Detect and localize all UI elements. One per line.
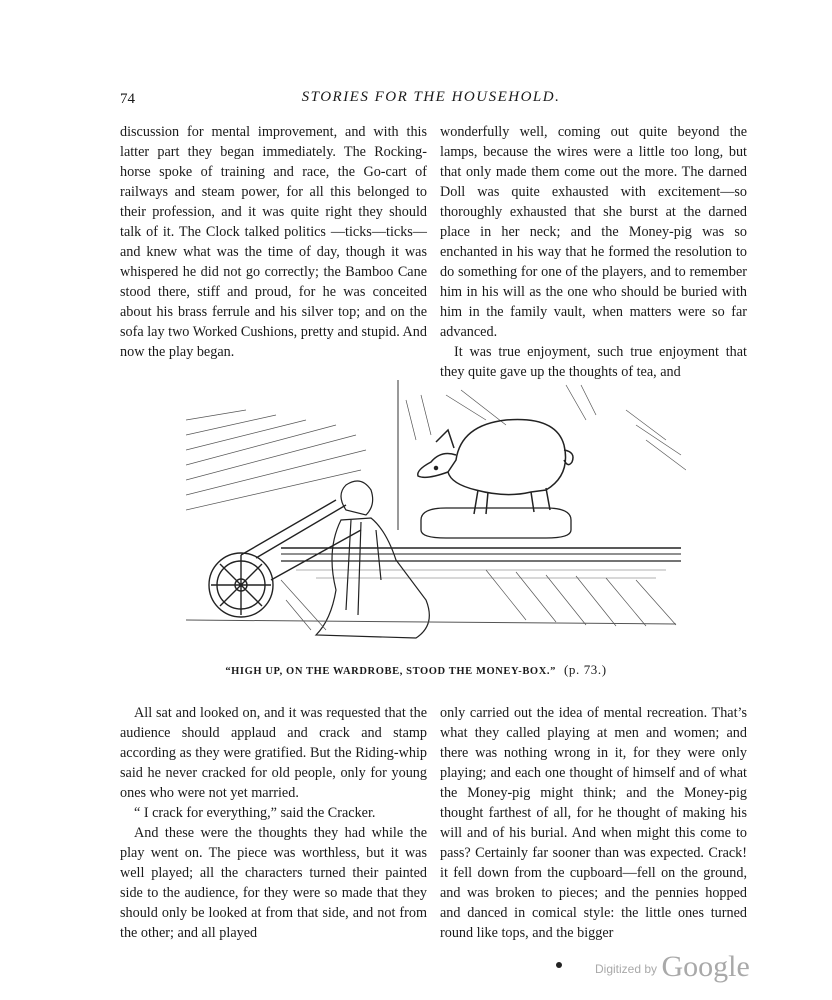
running-title: STORIES FOR THE HOUSEHOLD. <box>301 89 561 105</box>
paragraph: It was true enjoyment, such true enjoyment that they quite gave up the thoughts of tea, and <box>440 344 747 380</box>
money-pig-illustration <box>186 380 686 660</box>
doll-figure <box>316 481 429 638</box>
paragraph: discussion for mental improvement, and with this latter part they began immediately. The Rocking-horse spoke of training and race, the Go-cart of railways and steam power, for all this belonged to their profession, and it was quite right they should talk of it. The Clock talked politics —ticks—ticks—and knew what was the time of day, though it was whispered he did not go correctly; the Bamboo Cane stood there, stiff and proud, for he was conceited about his brass ferrule and his silver top; and on the sofa lay two Worked Cushions, pretty and stupid. And now the play began. <box>120 124 427 360</box>
paragraph: “ I crack for everything,” said the Cracker. <box>134 805 376 821</box>
paragraph: All sat and looked on, and it was requested that the audience should applaud and crack and stamp according as they were gratified. But the Riding-whip said he never cracked for old people, only for young ones who were not yet married. <box>120 705 427 801</box>
digitized-by-label: Digitized by <box>595 962 658 976</box>
caption-text: “HIGH UP, ON THE WARDROBE, STOOD THE MONEY-BOX.” <box>225 666 556 677</box>
go-cart-wheel <box>209 500 361 617</box>
money-pig-figure <box>418 420 573 514</box>
caption-page-ref: (p. 73.) <box>563 662 607 677</box>
digitized-by-watermark <box>595 950 750 984</box>
paragraph: wonderfully well, coming out quite beyond the lamps, because the wires were a little too long, but that only made them come out the more. The darned Doll was quite exhausted with excitement—so thoroughly exhausted that she burst at the darned place in her neck; and the Money-pig was so enchanted in his way that he formed the resolution to do something for one of the players, and to remember him in his will as the one who should be buried with him in the family vault, when matters were so far advanced. <box>440 124 747 340</box>
column-top-left <box>120 122 427 362</box>
illustration-caption <box>0 662 832 678</box>
column-bottom-right <box>440 703 747 943</box>
pig-pedestal <box>421 508 571 538</box>
column-bottom-left <box>120 703 427 943</box>
column-top-right <box>440 122 747 382</box>
paragraph: And these were the thoughts they had while the play went on. The piece was worthless, but it was well played; all the characters turned their painted side to the audience, for they were so made that they should only be looked at from that side, and not from the other; and all played <box>120 825 427 941</box>
footer-dot <box>556 962 562 968</box>
wardrobe-shelf <box>281 548 681 578</box>
google-wordmark: Google <box>661 950 750 983</box>
page-number: 74 <box>120 91 135 107</box>
paragraph: only carried out the idea of mental recreation. That’s what they called playing at men and women; and there was nothing wrong in it, for they were only playing; and each one thought of himself and of what the Money-pig might think; and the Money-pig thought farthest of all, for he thought of making his will and of his burial. And when might this come to pass? Certainly far sooner than was expected. Crack! it fell down from the cupboard—fell on the ground, and was broken to pieces; and the pennies hopped and danced in comical style: the little ones turned round like tops, and the bigger <box>440 705 747 941</box>
background-hatching <box>186 385 686 510</box>
